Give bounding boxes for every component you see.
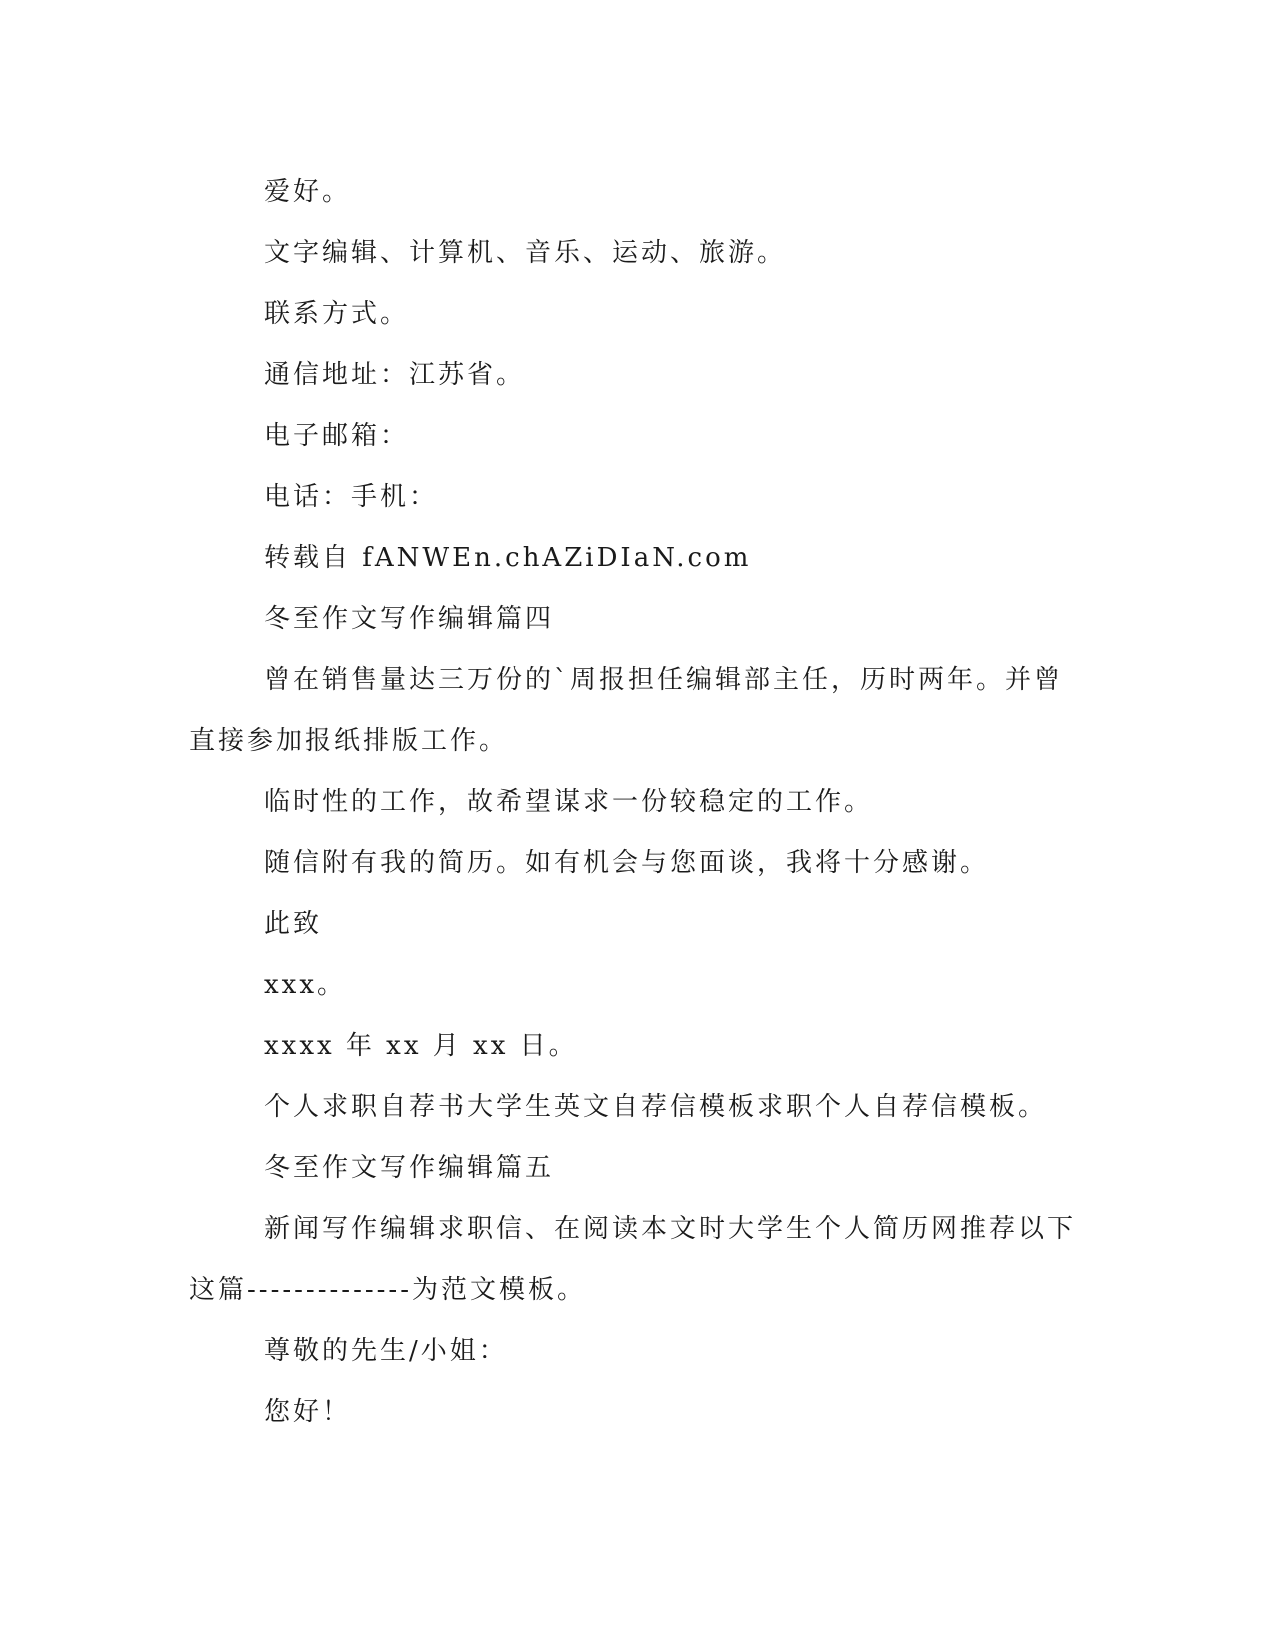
phone-line: 电话：手机： xyxy=(264,482,439,512)
hobby-heading: 爱好。 xyxy=(264,177,352,207)
intro-paragraph: 新闻写作编辑求职信、在阅读本文时大学生个人简历网推荐以下这篇--------------为范文模板。 xyxy=(189,1214,1077,1305)
hobby-list: 文字编辑、计算机、音乐、运动、旅游。 xyxy=(264,238,787,268)
source-line: 转载自 fANWEn.chAZiDIaN.com xyxy=(264,543,752,573)
date-line: xxxx 年 xx 月 xx 日。 xyxy=(264,1031,578,1061)
address-line: 通信地址：江苏省。 xyxy=(264,360,526,390)
closing-line: 此致 xyxy=(264,909,323,939)
email-line: 电子邮箱： xyxy=(264,421,410,451)
temporary-work-paragraph: 临时性的工作，故希望谋求一份较稳定的工作。 xyxy=(264,787,874,817)
contact-heading: 联系方式。 xyxy=(264,299,410,329)
salutation-line: 尊敬的先生/小姐： xyxy=(264,1336,508,1366)
section-four-title: 冬至作文写作编辑篇四 xyxy=(264,604,555,634)
signature-line: xxx。 xyxy=(264,970,346,1000)
experience-paragraph: 曾在销售量达三万份的`周报担任编辑部主任，历时两年。并曾直接参加报纸排版工作。 xyxy=(189,665,1064,756)
greeting-line: 您好！ xyxy=(264,1397,352,1427)
resume-attached-paragraph: 随信附有我的简历。如有机会与您面谈，我将十分感谢。 xyxy=(264,848,990,878)
related-links-line: 个人求职自荐书大学生英文自荐信模板求职个人自荐信模板。 xyxy=(264,1092,1048,1122)
document-body xyxy=(189,162,1089,1443)
section-five-title: 冬至作文写作编辑篇五 xyxy=(264,1153,555,1183)
